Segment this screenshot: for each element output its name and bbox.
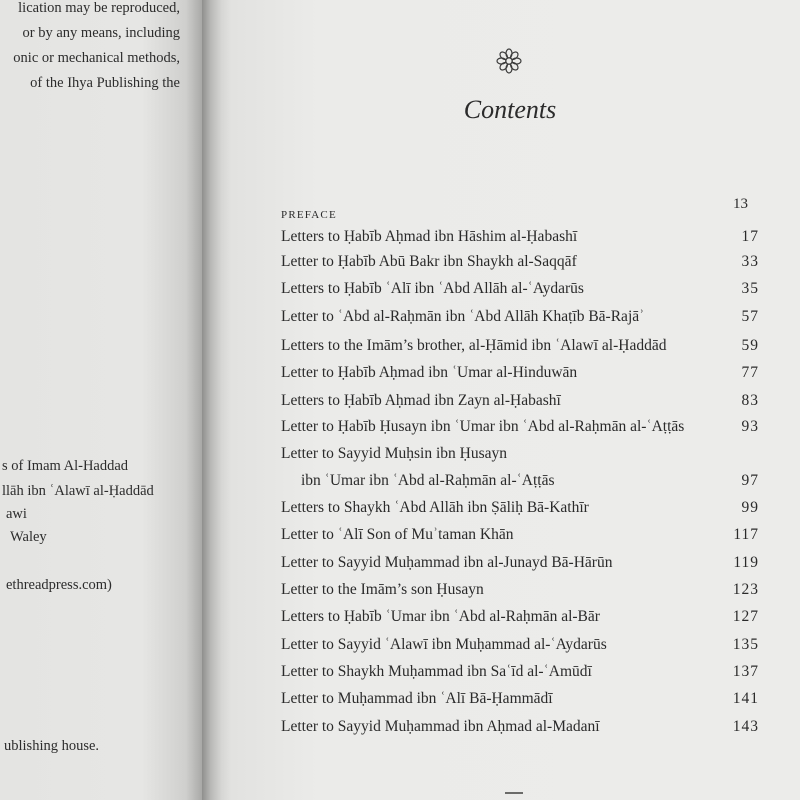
toc-entry (281, 499, 759, 521)
toc-entry-title: Letter to ʿAbd al-Raḥmān ibn ʿAbd Allāh Khaṭīb Bā-Rajāʾ (281, 308, 645, 325)
toc-entry-title: Letter to Ḥabīb Ḥusayn ibn ʿUmar ibn ʿAbd al-Raḥmān al-ʿAṭṭās (281, 418, 685, 435)
credit-line-4: Waley (10, 529, 47, 545)
page-number-mark (505, 792, 523, 794)
toc-entry-title: Letter to the Imām’s son Ḥusayn (281, 581, 484, 598)
toc-entry-title: Letter to Sayyid ʿAlawī ibn Muḥammad al-ʿAydarūs (281, 636, 607, 653)
toc-entry-page: 93 (741, 418, 759, 435)
toc-entry (281, 636, 759, 658)
preface-label: PREFACE (281, 209, 337, 221)
floral-rosette-icon (494, 46, 524, 76)
toc-entry-title: Letter to Sayyid Muḥammad ibn al-Junayd Bā-Hārūn (281, 554, 613, 571)
toc-entry (281, 690, 759, 712)
toc-entry (281, 308, 759, 330)
toc-entry-title: Letters to Ḥabīb ʿAlī ibn ʿAbd Allāh al-ʿAydarūs (281, 280, 584, 297)
toc-entry-page: 127 (732, 608, 759, 625)
toc-entry-page: 99 (741, 499, 759, 516)
toc-entry-page: 57 (741, 308, 759, 325)
toc-entry-page: 117 (733, 526, 759, 543)
toc-entry-title: Letters to Ḥabīb ʿUmar ibn ʿAbd al-Raḥmān al-Bār (281, 608, 600, 625)
toc-entry-title: Letters to Ḥabīb Aḥmad ibn Hāshim al-Ḥabashī (281, 228, 578, 245)
toc-entry-page: 77 (741, 364, 759, 381)
toc-entry (281, 228, 759, 250)
toc-entry (281, 581, 759, 603)
copyright-line-3: onic or mechanical methods, (13, 50, 180, 66)
preface-page-number: 13 (733, 196, 748, 212)
contents-heading: Contents (463, 95, 557, 124)
toc-entry-title: Letter to Muḥammad ibn ʿAlī Bā-Ḥammādī (281, 690, 553, 707)
toc-entry-title: Letter to Ḥabīb Aḥmad ibn ʿUmar al-Hinduwān (281, 364, 578, 381)
credit-line-1: s of Imam Al-Haddad (2, 458, 129, 474)
toc-entry-title: Letter to Sayyid Muḥsin ibn Ḥusayn (281, 445, 508, 462)
copyright-line-4: of the Ihya Publishing the (30, 75, 180, 91)
toc-entry (281, 608, 759, 630)
toc-entry (281, 364, 759, 386)
toc-entry-title: Letter to Shaykh Muḥammad ibn Saʿīd al-ʿAmūdī (281, 663, 592, 680)
toc-entry-page: 135 (732, 636, 759, 653)
toc-entry (281, 554, 759, 576)
toc-entry (281, 253, 759, 275)
toc-entry (281, 472, 759, 494)
copyright-line-1: lication may be reproduced, (18, 0, 180, 16)
toc-entry-title: ibn ʿUmar ibn ʿAbd al-Raḥmān al-ʿAṭṭās (301, 472, 555, 489)
credit-line-3: awi (6, 506, 27, 522)
toc-entry-title: Letters to Shaykh ʿAbd Allāh ibn Ṣāliḥ Bā-Kathīr (281, 499, 589, 516)
toc-entry-page: 137 (732, 663, 759, 680)
toc-entry-title: Letter to Sayyid Muḥammad ibn Aḥmad al-Madanī (281, 718, 600, 735)
toc-entry-title: Letters to Ḥabīb Aḥmad ibn Zayn al-Ḥabashī (281, 392, 561, 409)
publisher-line: ublishing house. (4, 738, 100, 754)
toc-entry-page: 141 (732, 690, 759, 707)
toc-entry (281, 526, 759, 548)
toc-entry-title: Letters to the Imām’s brother, al-Ḥāmid ibn ʿAlawī al-Ḥaddād (281, 337, 667, 354)
toc-entry-page: 33 (741, 253, 759, 270)
toc-entry (281, 418, 759, 440)
toc-entry-page: 143 (732, 718, 759, 735)
toc-entry (281, 392, 759, 414)
credit-line-2: llāh ibn ʿAlawī al-Ḥaddād (2, 483, 154, 499)
toc-entry-title: Letter to Ḥabīb Abū Bakr ibn Shaykh al-Saqqāf (281, 253, 577, 270)
toc-entry (281, 337, 759, 359)
toc-entry-title: Letter to ʿAlī Son of Muʾtaman Khān (281, 526, 514, 543)
toc-entry (281, 445, 759, 467)
toc-entry-page: 97 (741, 472, 759, 489)
toc-entry (281, 718, 759, 740)
toc-entry-page: 123 (732, 581, 759, 598)
publisher-url: ethreadpress.com) (6, 577, 112, 593)
toc-entry-page: 59 (741, 337, 759, 354)
toc-entry (281, 280, 759, 302)
copyright-line-2: or by any means, including (22, 25, 180, 41)
toc-entry (281, 663, 759, 685)
toc-entry-page: 35 (741, 280, 759, 297)
toc-entry-page: 119 (733, 554, 759, 571)
toc-entry-page: 83 (741, 392, 759, 409)
toc-entry-page: 17 (741, 228, 759, 245)
